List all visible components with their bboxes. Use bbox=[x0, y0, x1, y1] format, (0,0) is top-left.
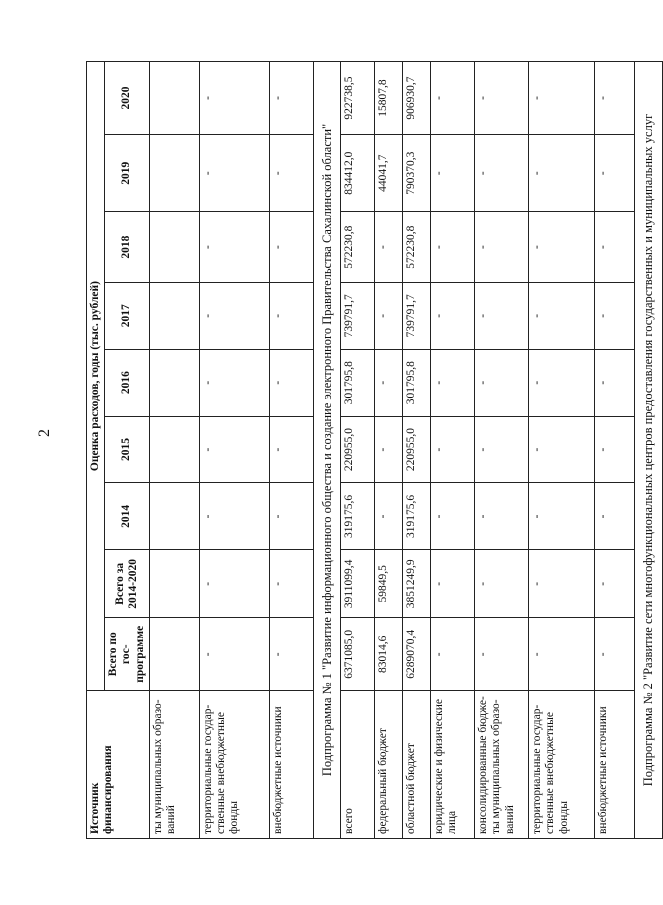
table-cell: - bbox=[475, 62, 529, 135]
col-header: Всего за 2014-2020 bbox=[105, 550, 150, 618]
table-cell bbox=[149, 349, 199, 416]
table-cell: - bbox=[529, 550, 595, 618]
table-cell: - bbox=[475, 349, 529, 416]
table-cell: - bbox=[199, 62, 269, 135]
table-cell: 3851249,9 bbox=[403, 550, 431, 618]
table-cell: - bbox=[199, 483, 269, 550]
table-cell: - bbox=[475, 282, 529, 349]
table-cell: - bbox=[199, 416, 269, 483]
col-header: 2017 bbox=[105, 282, 150, 349]
table-cell bbox=[149, 134, 199, 211]
subprogram-2-title-row bbox=[635, 62, 662, 839]
table-cell: - bbox=[199, 349, 269, 416]
table-cell: - bbox=[199, 212, 269, 282]
financing-table bbox=[86, 61, 663, 839]
table-cell: - bbox=[595, 282, 635, 349]
subprogram-1-title-row bbox=[313, 62, 340, 839]
table-cell: - bbox=[529, 282, 595, 349]
table-cell bbox=[149, 62, 199, 135]
table-cell: - bbox=[269, 212, 313, 282]
table-cell bbox=[149, 282, 199, 349]
table-cell: - bbox=[199, 134, 269, 211]
table-cell: - bbox=[529, 134, 595, 211]
table-cell: - bbox=[475, 483, 529, 550]
table-cell: 572230,8 bbox=[403, 212, 431, 282]
estimate-header: Оценка расходов, годы (тыс. рублей) bbox=[87, 62, 105, 691]
table-row bbox=[269, 62, 313, 839]
table-cell: - bbox=[595, 550, 635, 618]
col-header: Всего по гос-программе bbox=[105, 618, 150, 691]
col-header: 2018 bbox=[105, 212, 150, 282]
table-cell: - bbox=[375, 282, 403, 349]
table-cell: 6289070,4 bbox=[403, 618, 431, 691]
table-cell: - bbox=[529, 618, 595, 691]
table-cell: - bbox=[375, 483, 403, 550]
table-row bbox=[595, 62, 635, 839]
table-cell: 739791,7 bbox=[403, 282, 431, 349]
table-cell: - bbox=[475, 134, 529, 211]
table-cell: - bbox=[199, 282, 269, 349]
table-row bbox=[431, 62, 475, 839]
table-cell: 922738,5 bbox=[341, 62, 375, 135]
table-cell: - bbox=[269, 416, 313, 483]
col-header: 2014 bbox=[105, 483, 150, 550]
table-cell: 220955,0 bbox=[341, 416, 375, 483]
table-row bbox=[199, 62, 269, 839]
table-cell: - bbox=[431, 134, 475, 211]
table-cell: 906930,7 bbox=[403, 62, 431, 135]
col-header: 2020 bbox=[105, 62, 150, 135]
table-cell: - bbox=[475, 550, 529, 618]
table-row bbox=[375, 62, 403, 839]
row-label: юридические и физические лица bbox=[431, 691, 475, 839]
table-row bbox=[475, 62, 529, 839]
col-header: 2019 bbox=[105, 134, 150, 211]
table-cell: 739791,7 bbox=[341, 282, 375, 349]
table-cell: - bbox=[529, 416, 595, 483]
header-row-1 bbox=[87, 62, 105, 839]
table-cell: - bbox=[595, 349, 635, 416]
table-cell: - bbox=[529, 212, 595, 282]
source-header: Источник финансирования bbox=[87, 691, 150, 839]
table-cell: - bbox=[375, 416, 403, 483]
table-cell: - bbox=[375, 212, 403, 282]
subprogram-1-rows bbox=[341, 62, 635, 839]
table-cell: - bbox=[269, 483, 313, 550]
table-cell: 220955,0 bbox=[403, 416, 431, 483]
top-rows bbox=[149, 62, 313, 839]
table-cell: - bbox=[595, 134, 635, 211]
table-cell: - bbox=[475, 416, 529, 483]
table-cell: 59849,5 bbox=[375, 550, 403, 618]
table-cell: - bbox=[199, 550, 269, 618]
subprogram-2-title: Подпрограмма № 2 "Развитие сети многофункциональных центров предоставления государственных и муниципальных услуг bbox=[635, 62, 662, 839]
table-row bbox=[149, 62, 199, 839]
table-cell: 83014,6 bbox=[375, 618, 403, 691]
table-cell: 834412,0 bbox=[341, 134, 375, 211]
table-cell: - bbox=[269, 134, 313, 211]
table-cell: - bbox=[269, 618, 313, 691]
table-cell: - bbox=[199, 618, 269, 691]
rotated-table-container bbox=[86, 61, 656, 839]
table-cell: 44041,7 bbox=[375, 134, 403, 211]
row-label: всего bbox=[341, 691, 375, 839]
table-cell: 6371085,0 bbox=[341, 618, 375, 691]
subprogram-1-title: Подпрограмма № 1 "Развитие информационного общества и создание электронного Правительства Сахалинской области" bbox=[313, 62, 340, 839]
table-cell: - bbox=[431, 483, 475, 550]
table-cell: - bbox=[595, 62, 635, 135]
page-number: 2 bbox=[36, 429, 53, 437]
table-cell bbox=[149, 618, 199, 691]
col-header: 2016 bbox=[105, 349, 150, 416]
row-label: внебюджетные источники bbox=[269, 691, 313, 839]
table-cell bbox=[149, 416, 199, 483]
table-cell: 301795,8 bbox=[403, 349, 431, 416]
table-cell: - bbox=[431, 282, 475, 349]
row-label: внебюджетные источники bbox=[595, 691, 635, 839]
table-cell: - bbox=[431, 349, 475, 416]
table-cell: - bbox=[375, 349, 403, 416]
row-label: ты муниципальных образо-ваний bbox=[149, 691, 199, 839]
subprogram-2-block bbox=[635, 62, 662, 839]
row-label: федеральный бюджет bbox=[375, 691, 403, 839]
table-cell: - bbox=[475, 212, 529, 282]
table-cell: 790370,3 bbox=[403, 134, 431, 211]
table-cell: 572230,8 bbox=[341, 212, 375, 282]
row-label: территориальные государ-ственные внебюджетные фонды bbox=[529, 691, 595, 839]
table-cell: - bbox=[269, 62, 313, 135]
row-label: консолидированные бюдже-ты муниципальных образо-ваний bbox=[475, 691, 529, 839]
table-cell: - bbox=[431, 618, 475, 691]
col-header: 2015 bbox=[105, 416, 150, 483]
table-cell: 3911099,4 bbox=[341, 550, 375, 618]
table-cell: - bbox=[431, 550, 475, 618]
row-label: областной бюджет bbox=[403, 691, 431, 839]
table-cell: - bbox=[529, 483, 595, 550]
table-cell: 319175,6 bbox=[341, 483, 375, 550]
table-cell: - bbox=[431, 212, 475, 282]
table-cell: - bbox=[269, 349, 313, 416]
table-cell: 15807,8 bbox=[375, 62, 403, 135]
table-cell: - bbox=[529, 349, 595, 416]
table-cell: - bbox=[269, 550, 313, 618]
table-cell: - bbox=[475, 618, 529, 691]
table-row bbox=[403, 62, 431, 839]
table-row bbox=[341, 62, 375, 839]
subprogram-1-block bbox=[313, 62, 340, 839]
table-cell bbox=[149, 483, 199, 550]
table-cell bbox=[149, 212, 199, 282]
table-cell: - bbox=[269, 282, 313, 349]
table-cell bbox=[149, 550, 199, 618]
table-cell: - bbox=[529, 62, 595, 135]
table-cell: - bbox=[595, 416, 635, 483]
table-row bbox=[529, 62, 595, 839]
table-cell: - bbox=[595, 618, 635, 691]
landscape-frame bbox=[86, 61, 656, 839]
table-cell: - bbox=[595, 483, 635, 550]
table-cell: 301795,8 bbox=[341, 349, 375, 416]
table-cell: - bbox=[595, 212, 635, 282]
table-cell: 319175,6 bbox=[403, 483, 431, 550]
table-cell: - bbox=[431, 62, 475, 135]
table-cell: - bbox=[431, 416, 475, 483]
row-label: территориальные государ-ственные внебюджетные фонды bbox=[199, 691, 269, 839]
